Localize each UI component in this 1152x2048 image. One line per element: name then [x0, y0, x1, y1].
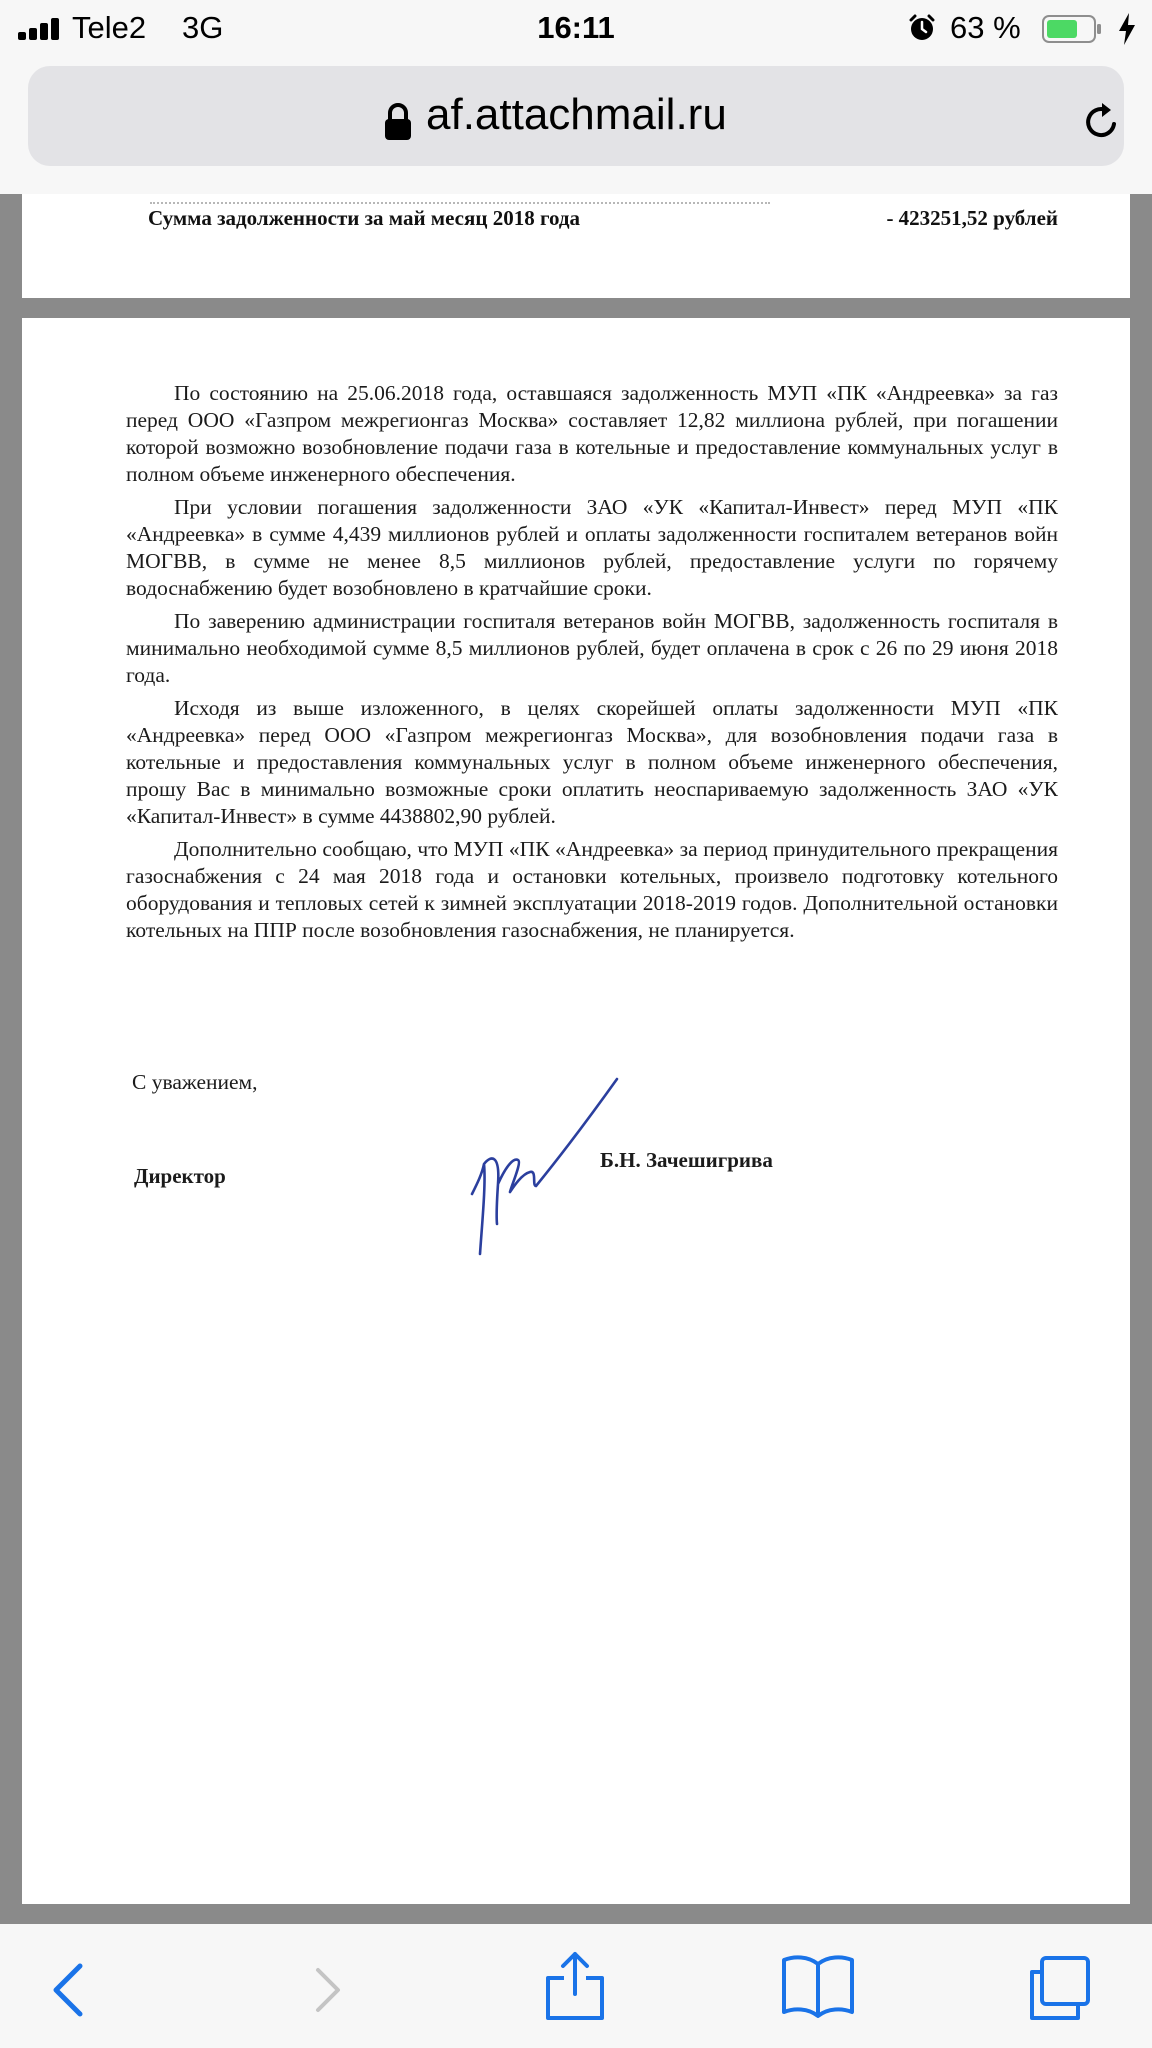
closing-line: С уважением, — [132, 1070, 258, 1094]
letter-body — [126, 380, 1058, 950]
reload-icon[interactable] — [1080, 100, 1124, 144]
paragraph: По состоянию на 25.06.2018 года, оставшаяся задолженность МУП «ПК «Андреевка» за газ перед ООО «Газпром межрегионгаз Москва» составляет 12,82 миллиона рублей, при погашении которой возможно возобновление подачи газа в котельные и предоставление коммунальных услуг в полном объеме инженерного обеспечения. — [126, 381, 1058, 486]
paragraph: По заверению администрации госпиталя ветеранов войн МОГВВ, задолженность госпиталя в минимально необходимой сумме 8,5 миллионов рублей, будет оплачена в срок с 26 по 29 июня 2018 года. — [126, 609, 1058, 687]
status-bar — [0, 0, 1152, 58]
tabs-icon[interactable] — [1026, 1954, 1094, 2022]
network-type: 3G — [182, 10, 224, 45]
url-text[interactable]: af.attachmail.ru — [426, 90, 727, 139]
paragraph: Дополнительно сообщаю, что МУП «ПК «Андреевка» за период принудительного прекращения газоснабжения с 24 мая 2018 года и остановки котельных, произвело подготовку котельного оборудования и тепловых сетей к зимней эксплуатации 2018-2019 годов. Дополнительной остановки котельных на ППР после возобновления газоснабжения, не планируется. — [126, 837, 1058, 942]
browser-toolbar — [0, 58, 1152, 194]
document-page — [22, 318, 1130, 1904]
bookmarks-icon[interactable] — [780, 1954, 856, 2018]
battery-icon — [1042, 14, 1102, 44]
carrier-name: Tele2 — [72, 10, 147, 45]
paragraph: Исходя из выше изложенного, в целях скорейшей оплаты задолженности МУП «ПК «Андреевка» перед ООО «Газпром межрегионгаз Москва», для возобновления подачи газа в котельные и предоставления коммунальных услуг в полном объеме инженерного обеспечения, прошу Вас в минимально возможные сроки оплатить неоспариваемую задолженность ЗАО «УК «Капитал-Инвест» в сумме 4438802,90 рублей. — [126, 696, 1058, 828]
back-icon[interactable] — [42, 1960, 102, 2020]
charging-icon — [1116, 12, 1138, 46]
paragraph: При условии погашения задолженности ЗАО «УК «Капитал-Инвест» перед МУП «ПК «Андреевка» в сумме 4,439 миллионов рублей и оплаты задолженности госпиталем ветеранов войн МОГВВ, в сумме не менее 8,5 миллионов рублей, предоставление услуги по горячему водоснабжению будет возобновлено в кратчайшие сроки. — [126, 495, 1058, 600]
battery-percent: 63 % — [950, 10, 1021, 45]
alarm-icon — [908, 14, 936, 42]
lock-icon — [382, 102, 414, 142]
signatory-name: Б.Н. Зачешигрива — [600, 1148, 773, 1172]
debt-amount: - 423251,52 рублей — [886, 206, 1058, 230]
share-icon[interactable] — [542, 1950, 608, 2022]
cropped-text-line — [150, 192, 770, 204]
bottom-toolbar — [0, 1924, 1152, 2048]
signer-position: Директор — [134, 1164, 226, 1188]
document-page-fragment — [22, 194, 1130, 298]
debt-label: Сумма задолженности за май месяц 2018 года — [148, 206, 580, 230]
address-bar[interactable] — [28, 66, 1124, 166]
forward-icon[interactable] — [298, 1960, 358, 2020]
clock: 16:11 — [537, 10, 615, 45]
